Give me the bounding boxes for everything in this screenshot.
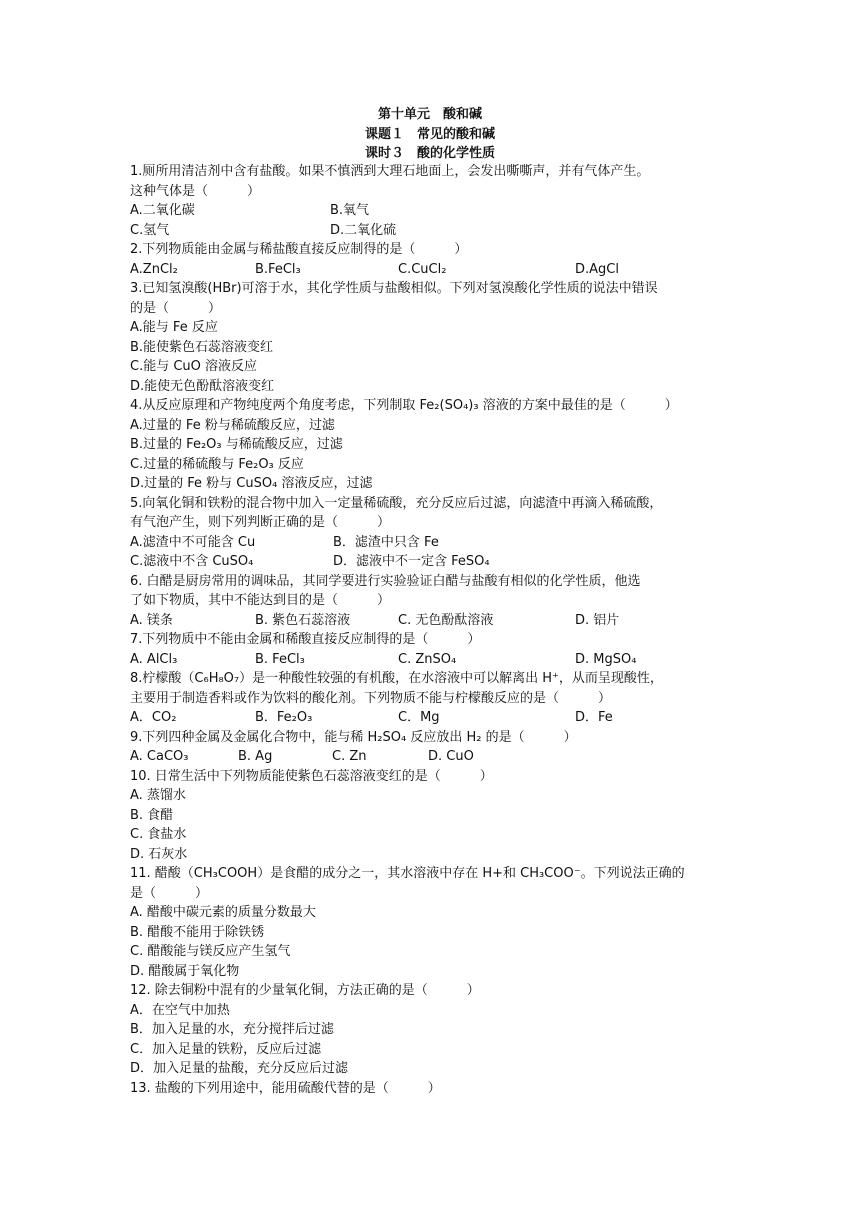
text-line: 主要用于制造香料或作为饮料的酸化剂。下列物质不能与柠檬酸反应的是（ ） [130,690,612,706]
text-line: 11. 醋酸（CH₃COOH）是食醋的成分之一，其水溶液中存在 H+和 CH₃COO⁻。下列说法正确的 [130,866,685,881]
text-line: C. 食盐水 [130,827,187,842]
text-line: C.能与 CuO 溶液反应 [130,359,258,374]
text-line: B.能使紫色石蕊溶液变红 [130,339,274,355]
text-line [130,533,740,553]
text-line: 10. 日常生活中下列物质能使紫色石蕊溶液变红的是（ ） [130,768,493,784]
text-line: D.能使无色酚酞溶液变红 [130,378,275,394]
text-line: A.过量的 Fe 粉与稀硫酸反应，过滤 [130,417,335,433]
answer-option: A.ZnCl₂ [130,261,178,277]
text-line: D.过量的 Fe 粉与 CuSO₄ 溶液反应，过滤 [130,476,373,491]
answer-option: A. 镁条 [130,612,173,628]
answer-option: C.氢气 [130,222,170,238]
header [0,105,860,164]
unit-title: 第十单元 酸和碱 [377,107,482,122]
text-line: 5.向氧化铜和铁粉的混合物中加入一定量稀硫酸，充分反应后过滤，向滤渣中再滴入稀硫酸， [130,495,663,511]
answer-option: A.滤渣中不可能含 Cu [130,534,256,550]
section-title: 课时３ 酸的化学性质 [364,146,495,161]
text-line: 6. 白醋是厨房常用的调味品，其同学要进行实验验证白醋与盐酸有相似的化学性质，他选 [130,573,641,589]
text-line: 这种气体是（ ） [130,183,261,199]
text-line: 了如下物质，其中不能达到目的是（ ） [130,593,391,608]
text-line: A.能与 Fe 反应 [130,320,218,335]
text-line [130,221,740,241]
text-line: A．在空气中加热 [130,1002,230,1018]
text-line [130,650,740,670]
text-line: 3.已知氢溴酸(HBr)可溶于水，其化学性质与盐酸相似。下列对氢溴酸化学性质的说法中错误 [130,281,658,296]
answer-option: C.滤液中不含 CuSO₄ [130,554,254,569]
text-line: A. 醋酸中碳元素的质量分数最大 [130,905,316,920]
answer-option: D. CuO [428,749,474,764]
answer-option: B．Fe₂O₃ [255,710,313,725]
answer-option: C. Zn [332,749,367,764]
text-line [130,552,740,572]
text-line: 8.柠檬酸（C₆H₈O₇）是一种酸性较强的有机酸，在水溶液中可以解离出 H⁺，从而呈现酸性， [130,671,663,686]
text-line: 13. 盐酸的下列用途中，能用硫酸代替的是（ ） [130,1080,441,1096]
text-line: C.过量的稀硫酸与 Fe₂O₃ 反应 [130,456,304,472]
answer-option: B. FeCl₃ [255,651,305,667]
answer-option: D.二氧化硫 [330,222,397,238]
answer-option: B. 紫色石蕊溶液 [255,612,351,628]
text-line: D. 醋酸属于氧化物 [130,963,240,979]
text-line: B. 食醋 [130,807,174,823]
answer-option: A．CO₂ [130,710,177,725]
answer-option: C.CuCl₂ [398,261,447,277]
text-line: 有气泡产生，则下列判断正确的是（ ） [130,515,391,530]
answer-option: B.FeCl₃ [255,261,301,277]
text-line: B. 醋酸不能用于除铁锈 [130,924,265,940]
text-line [130,708,740,728]
text-line: A. 蒸馏水 [130,788,186,803]
question-body [130,162,740,1098]
text-line: D. 石灰水 [130,846,188,862]
answer-option: D. 铝片 [575,612,620,628]
text-line: D．加入足量的盐酸，充分反应后过滤 [130,1061,349,1076]
text-line [130,747,740,767]
answer-option: B.氧气 [330,203,370,218]
text-line: B.过量的 Fe₂O₃ 与稀硫酸反应，过滤 [130,437,343,452]
text-line: 的是（ ） [130,300,222,316]
answer-option: B. Ag [238,749,273,764]
answer-option: D.AgCl [575,261,619,277]
text-line: 4.从反应原理和产物纯度两个角度考虑，下列制取 Fe₂(SO₄)₃ 溶液的方案中最佳的是（ ） [130,398,678,413]
answer-option: A. CaCO₃ [130,749,189,764]
text-line: C. 醋酸能与镁反应产生氢气 [130,944,291,959]
text-line: C．加入足量的铁粉，反应后过滤 [130,1041,322,1057]
answer-option: B．滤渣中只含 Fe [333,534,439,550]
answer-option: D．滤液中不一定含 FeSO₄ [333,554,490,569]
answer-option: C．Mg [398,710,440,725]
answer-option: A.二氧化碳 [130,203,195,218]
text-line: 7.下列物质中不能由金属和稀酸直接反应制得的是（ ） [130,632,481,647]
text-line [130,260,740,280]
text-line: 12. 除去铜粉中混有的少量氧化铜，方法正确的是（ ） [130,983,480,998]
answer-option: C. ZnSO₄ [398,651,457,667]
text-line: 是（ ） [130,885,209,901]
answer-option: D. MgSO₄ [575,651,637,667]
text-line: 9.下列四种金属及金属化合物中，能与稀 H₂SO₄ 反应放出 H₂ 的是（ ） [130,729,577,745]
answer-option: D．Fe [575,710,613,725]
text-line: 1.厕所用清洁剂中含有盐酸。如果不慎洒到大理石地面上，会发出嘶嘶声，并有气体产生。 [130,164,650,179]
answer-option: A. AlCl₃ [130,651,178,667]
text-line: 2.下列物质能由金属与稀盐酸直接反应制得的是（ ） [130,242,468,257]
lesson-title: 课题１ 常见的酸和碱 [364,126,495,142]
text-line [130,611,740,631]
answer-option: C. 无色酚酞溶液 [398,612,494,628]
text-line: B．加入足量的水，充分搅拌后过滤 [130,1022,334,1037]
text-line [130,201,740,221]
